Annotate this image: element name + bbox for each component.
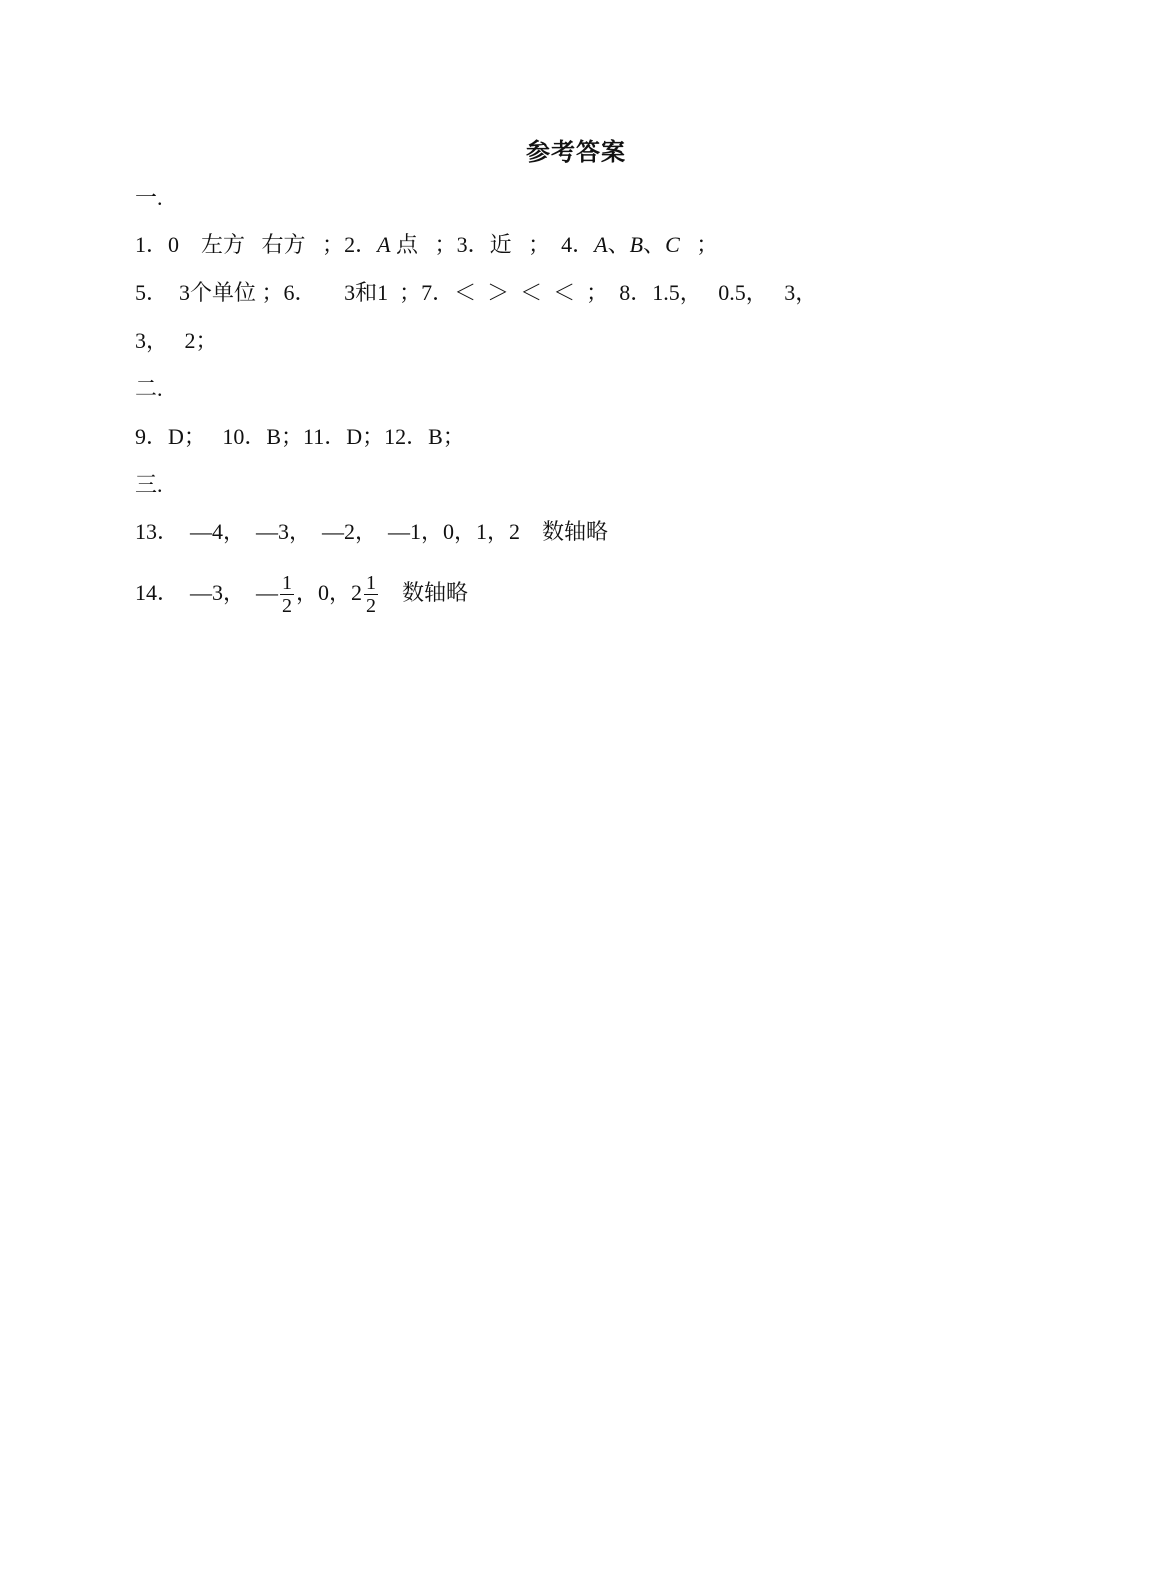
q6-number: 6． — [283, 280, 317, 305]
q8-number: 8． — [619, 280, 653, 305]
q4-answer-c: C — [665, 232, 680, 257]
q14-answer — [135, 565, 468, 621]
fraction-one-half — [364, 572, 378, 617]
fraction-denominator: 2 — [366, 595, 377, 618]
q4-number: 4． — [561, 232, 595, 257]
q14-prefix: 14． —3， — — [135, 580, 279, 605]
fraction-denominator: 2 — [282, 595, 293, 618]
section-two-answers: 9．D； 10．B；11．D；12．B； — [135, 424, 465, 449]
q7-answer-a: ＜ — [454, 280, 477, 305]
q2-answer-point: A — [377, 232, 391, 257]
q4-answer-a: A — [594, 232, 608, 257]
q8-answer-b: 0.5， — [718, 280, 768, 305]
page-title: 参考答案 — [526, 138, 626, 166]
q14-suffix: 数轴略 — [402, 580, 469, 605]
q7-answer-d: ＜ — [553, 280, 576, 305]
answer-line-1 — [135, 230, 718, 260]
answer-line-3 — [135, 326, 218, 356]
separator: ； — [322, 232, 345, 257]
separator: ； — [696, 232, 719, 257]
q6-answer: 3和1 — [344, 280, 389, 305]
q4-dun-2: 、 — [643, 232, 666, 257]
q1-answer-a: 0 — [168, 232, 180, 257]
fraction-numerator: 1 — [366, 572, 377, 595]
q1-answer-b: 左方 — [201, 232, 246, 257]
separator: ； — [434, 232, 457, 257]
q1-number: 1． — [135, 232, 169, 257]
section-one-label: 一. — [135, 185, 163, 210]
q1-answer-c: 右方 — [261, 232, 306, 257]
q8-answer-a: 1.5， — [652, 280, 702, 305]
separator: ； — [261, 280, 284, 305]
section-three-label: 三. — [135, 472, 163, 497]
separator: ； — [586, 280, 609, 305]
answer-line-2 — [135, 278, 817, 308]
q4-answer-b: B — [629, 232, 644, 257]
q3-answer: 近 — [489, 232, 512, 257]
q7-answer-c: ＜ — [520, 280, 543, 305]
separator: ； — [528, 232, 551, 257]
q3-number: 3． — [456, 232, 490, 257]
q8-answer-e: 2； — [184, 328, 218, 353]
separator: ； — [399, 280, 422, 305]
section-two-label: 二. — [135, 376, 163, 401]
fraction-numerator: 1 — [282, 572, 293, 595]
q5-number: 5． — [135, 280, 169, 305]
q2-answer-dian: 点 — [396, 232, 419, 257]
q7-number: 7． — [421, 280, 455, 305]
q8-answer-c: 3， — [784, 280, 818, 305]
fraction-one-half — [280, 572, 294, 617]
q5-answer: 3个单位 — [179, 280, 257, 305]
q2-number: 2． — [344, 232, 378, 257]
q14-middle: ，0，2 — [296, 580, 363, 605]
q13-answer: 13． —4， —3， —2， —1，0，1，2 数轴略 — [135, 519, 609, 544]
q7-answer-b: ＞ — [487, 280, 510, 305]
q4-dun-1: 、 — [607, 232, 630, 257]
q8-answer-d: 3， — [135, 328, 169, 353]
